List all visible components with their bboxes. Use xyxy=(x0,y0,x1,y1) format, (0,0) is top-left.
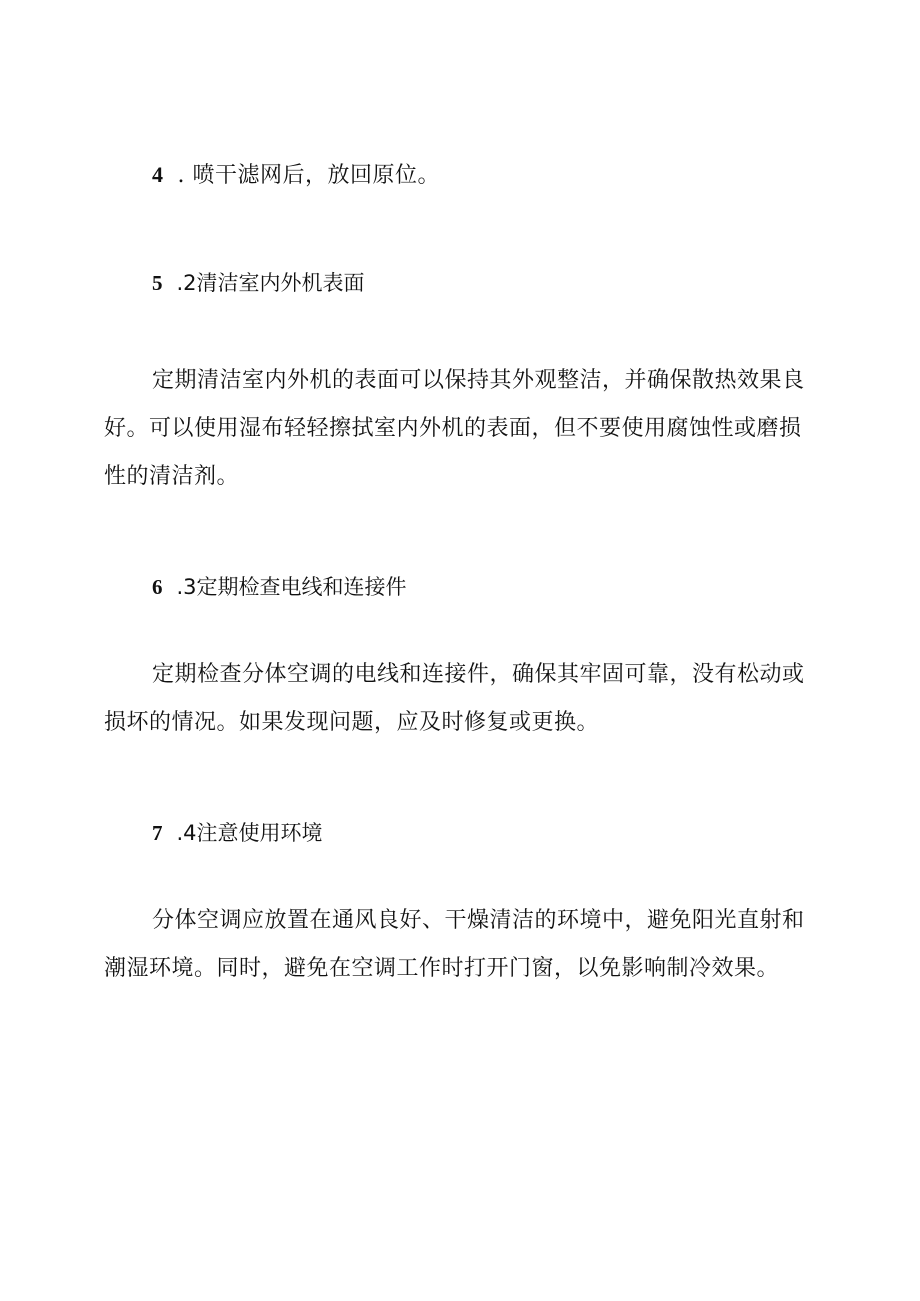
list-item-4 xyxy=(152,160,440,191)
section-title: .3定期检查电线和连接件 xyxy=(176,575,407,599)
section-title: .2清洁室内外机表面 xyxy=(176,271,365,295)
section-number: 6 xyxy=(152,575,163,599)
paragraph-line: 潮湿环境。同时，避免在空调工作时打开门窗，以免影响制冷效果。 xyxy=(104,956,780,981)
section-number: 7 xyxy=(152,821,163,845)
paragraph-line: 定期检查分体空调的电线和连接件，确保其牢固可靠，没有松动或 xyxy=(152,662,805,687)
list-item-text: . 喷干滤网后，放回原位。 xyxy=(177,163,440,188)
section-heading-6 xyxy=(152,572,407,602)
paragraph-line: 定期清洁室内外机的表面可以保持其外观整洁，并确保散热效果良 xyxy=(152,368,805,393)
section-title: .4注意使用环境 xyxy=(176,821,323,845)
paragraph-line: 性的清洁剂。 xyxy=(104,464,240,489)
section-heading-7 xyxy=(152,818,323,848)
paragraph-line: 好。可以使用湿布轻轻擦拭室内外机的表面，但不要使用腐蚀性或磨损 xyxy=(104,416,802,441)
section-number: 5 xyxy=(152,271,163,295)
paragraph-line: 损坏的情况。如果发现问题，应及时修复或更换。 xyxy=(104,710,600,735)
list-item-number: 4 xyxy=(152,162,164,187)
paragraph-line: 分体空调应放置在通风良好、干燥清洁的环境中，避免阳光直射和 xyxy=(152,908,805,933)
section-heading-5 xyxy=(152,268,365,298)
